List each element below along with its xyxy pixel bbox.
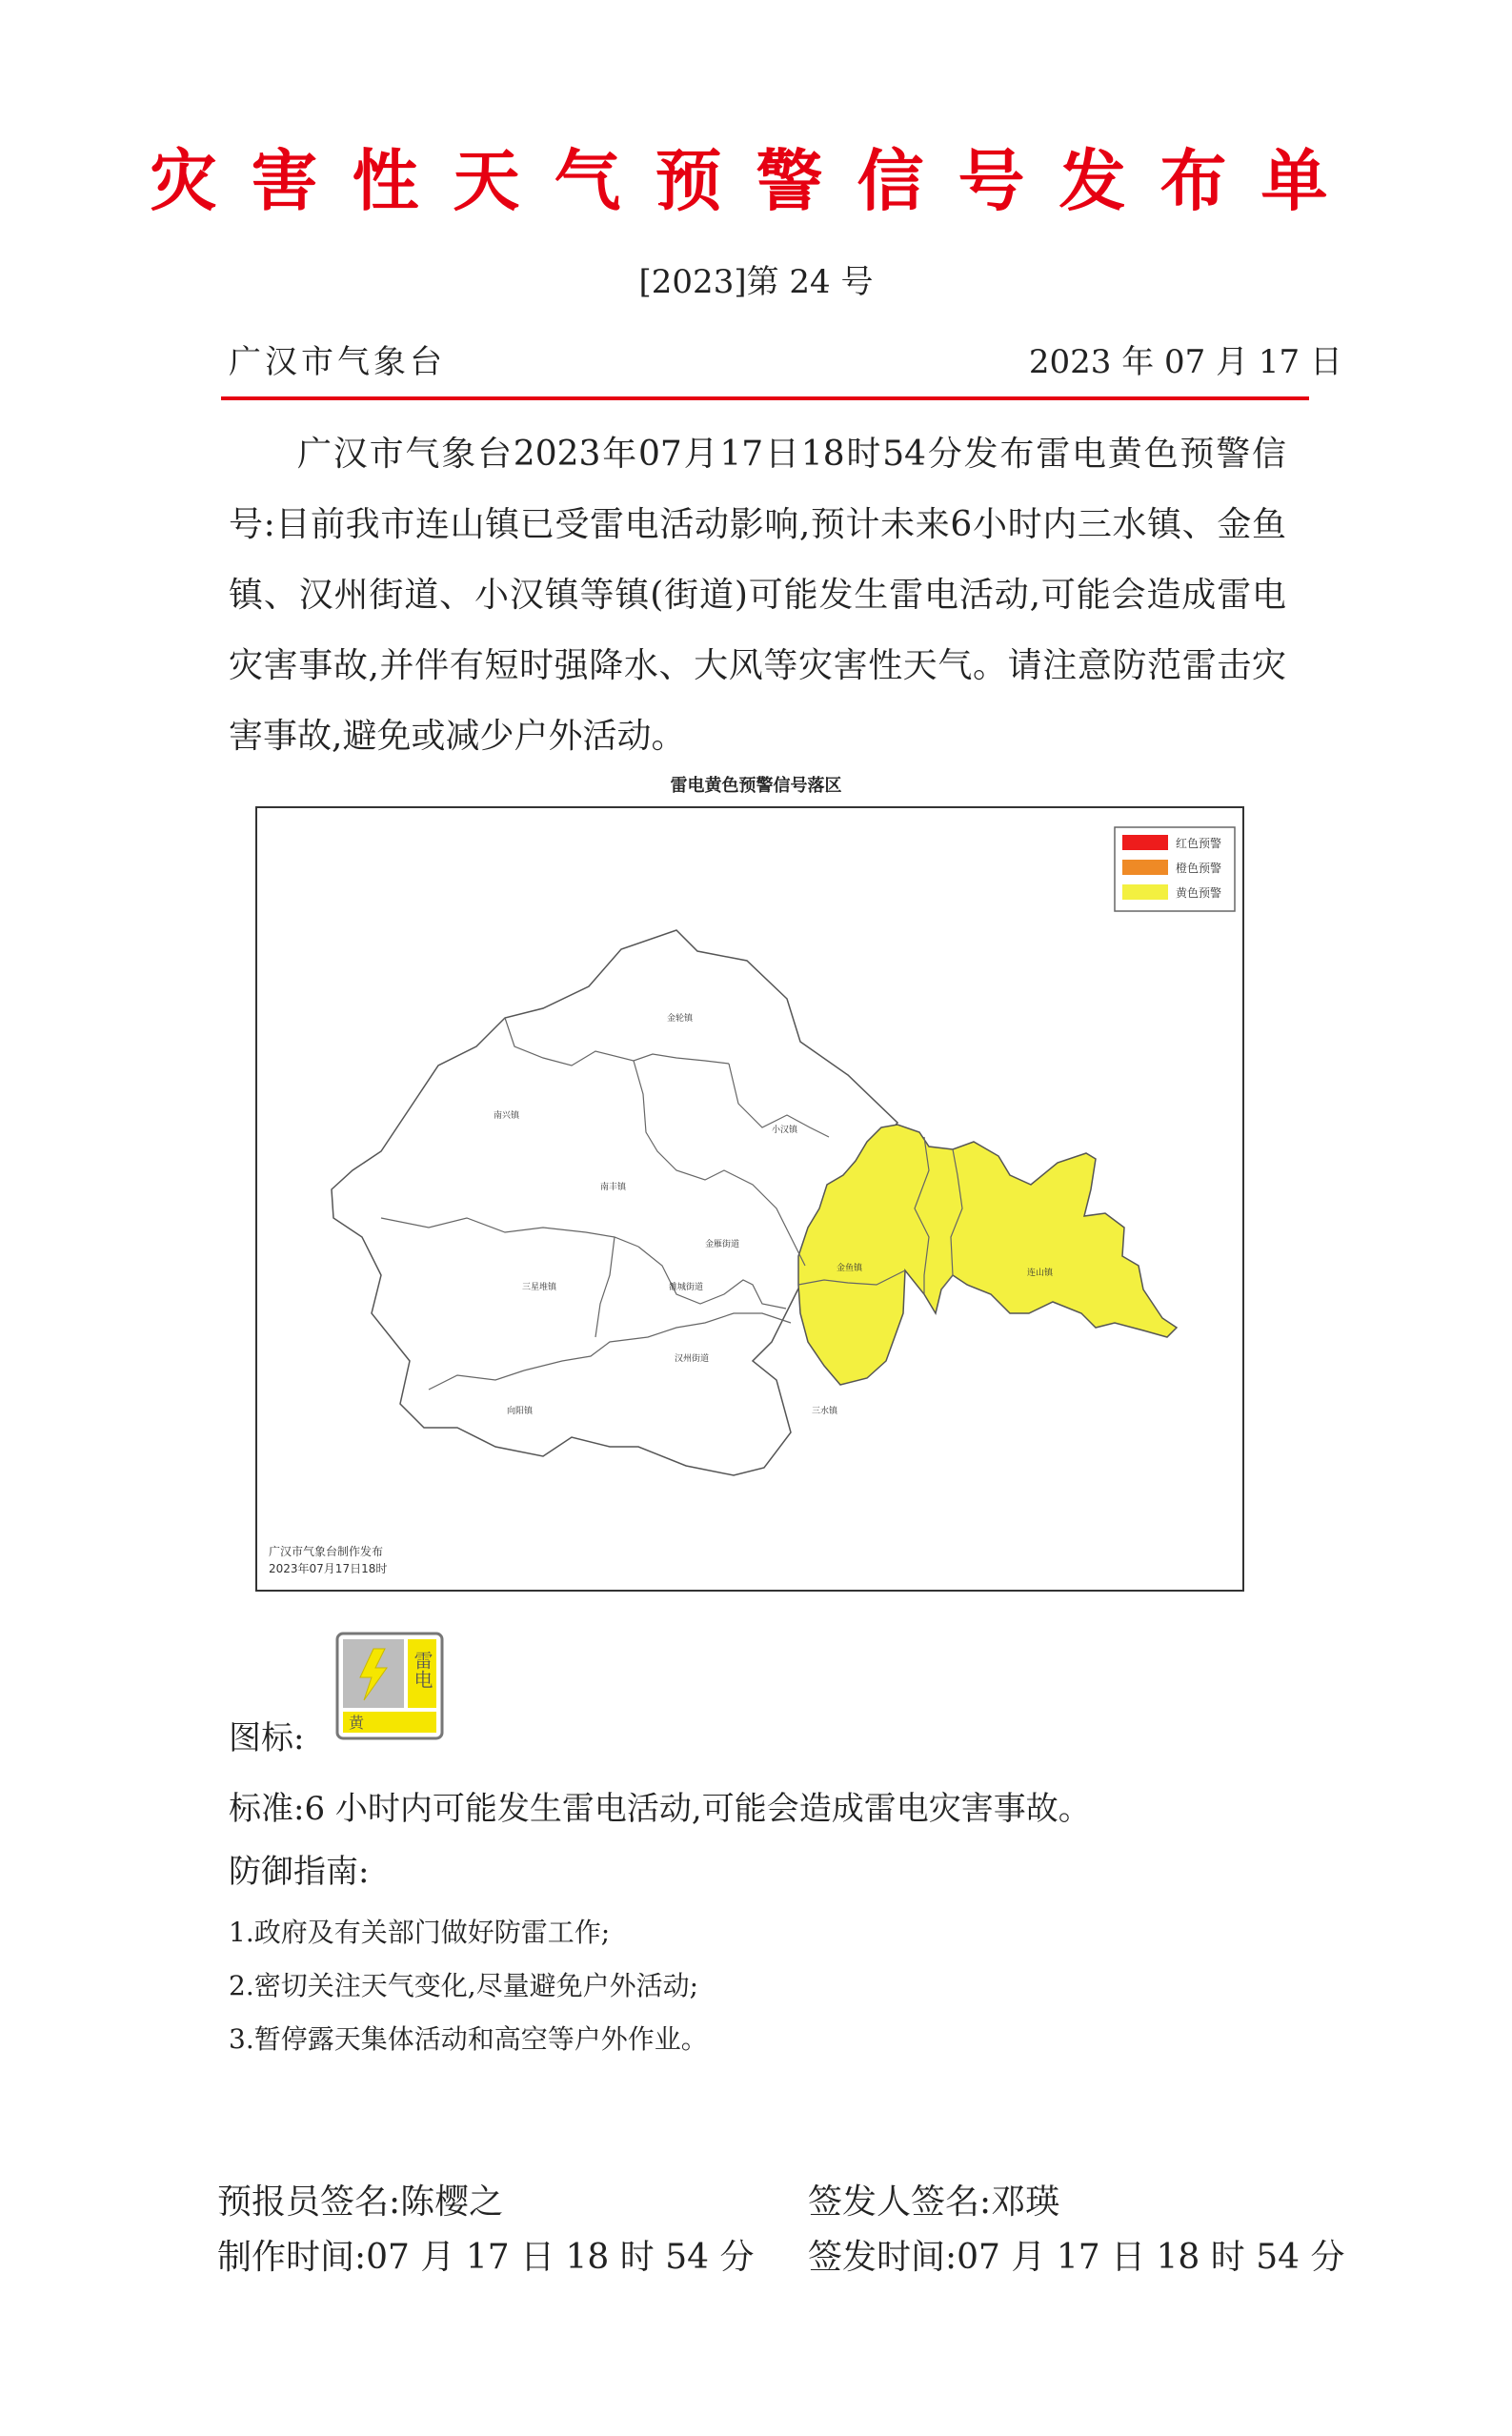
map-title: 雷电黄色预警信号落区 — [670, 776, 842, 796]
lightning-yellow-warning-icon — [335, 1632, 444, 1740]
defense-guide-title: 防御指南: — [229, 1853, 370, 1891]
guide-item-3: 3.暂停露天集体活动和高空等户外作业。 — [229, 2023, 708, 2055]
town-label-xiangyang: 向阳镇 — [507, 1407, 534, 1416]
town-label-lianshan: 连山镇 — [1027, 1269, 1054, 1278]
legend-swatch-orange — [1122, 860, 1168, 875]
issue-time: 签发时间:07 月 17 日 18 时 54 分 — [808, 2238, 1345, 2277]
town-label-nanxing: 南兴镇 — [494, 1111, 520, 1121]
icon-text-bottom: 黄 — [348, 1714, 365, 1732]
legend-label-orange: 橙色预警 — [1176, 862, 1222, 875]
legend-label-yellow: 黄色预警 — [1176, 886, 1222, 900]
issuer-name: 广汉市气象台 — [229, 343, 446, 381]
map-legend — [1115, 827, 1235, 911]
signer-signature: 签发人签名:邓瑛 — [808, 2182, 1060, 2222]
warning-area-map — [255, 806, 1244, 1592]
document-title: 灾害性天气预警信号发布单 — [150, 142, 1362, 220]
warning-standard: 标准:6 小时内可能发生雷电活动,可能会造成雷电灾害事故。 — [229, 1790, 1091, 1828]
guide-item-1: 1.政府及有关部门做好防雷工作; — [229, 1917, 611, 1948]
guide-item-2: 2.密切关注天气变化,尽量避免户外活动; — [229, 1970, 699, 2001]
production-time: 制作时间:07 月 17 日 18 时 54 分 — [217, 2238, 755, 2277]
county-outline — [332, 930, 897, 1475]
forecaster-signature: 预报员签名:陈樱之 — [217, 2182, 504, 2222]
issue-date: 2023 年 07 月 17 日 — [1028, 343, 1342, 381]
town-label-sanshui: 三水镇 — [812, 1407, 838, 1416]
legend-label-red: 红色预警 — [1176, 837, 1222, 850]
red-divider — [221, 396, 1309, 400]
document-number: [2023]第 24 号 — [638, 263, 874, 301]
map-credit-line1: 广汉市气象台制作发布 — [269, 1545, 384, 1558]
town-label-jinlun: 金轮镇 — [667, 1014, 694, 1024]
town-label-jinyu: 金鱼镇 — [837, 1264, 863, 1273]
warning-body-text: 广汉市气象台2023年07月17日18时54分发布雷电黄色预警信号:目前我市连山镇已受雷电活动影响,预计未来6小时内三水镇、金鱼镇、汉州街道、小汉镇等镇(街道)可能发生雷电活动,可能会造成雷电灾害事故,并伴有短时强降水、大风等灾害性天气。请注意防范雷击灾害事故,避免或减少户外活动。 — [229, 435, 1286, 756]
icon-text-top: 雷电 — [411, 1651, 433, 1689]
town-label-sanxingdui: 三星堆镇 — [522, 1283, 557, 1292]
town-label-jinyan: 金雁街道 — [705, 1240, 740, 1249]
map-svg — [257, 808, 1242, 1590]
town-label-luocheng: 雒城街道 — [669, 1283, 704, 1292]
town-label-nanfeng: 南丰镇 — [600, 1183, 627, 1192]
town-label-xiaohan: 小汉镇 — [772, 1126, 798, 1135]
legend-swatch-yellow — [1122, 884, 1168, 900]
legend-swatch-red — [1122, 835, 1168, 850]
town-label-hanzhou: 汉州街道 — [675, 1354, 710, 1364]
icon-label: 图标: — [229, 1719, 305, 1757]
map-credit-line2: 2023年07月17日18时 — [269, 1562, 388, 1575]
yellow-warning-area — [798, 1125, 1177, 1385]
